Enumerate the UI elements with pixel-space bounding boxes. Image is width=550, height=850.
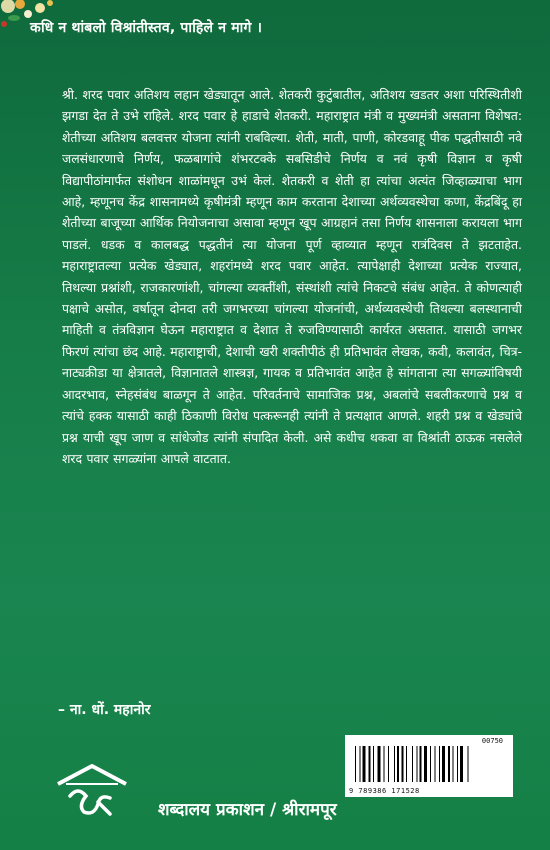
publisher-logo [52, 762, 132, 822]
barcode [345, 735, 513, 797]
body-paragraph: श्री. शरद पवार अतिशय लहान खेड्यातून आले. शेतकरी कुटुंबातील, अतिशय खडतर अशा परिस्थितीशी झगडा देत ते उभे राहिले. शरद पवार हे हाडाचे शेतकरी. महाराष्ट्रात मंत्री व मुख्यमंत्री असताना विशेषत: शेतीच्या अतिशय बलवत्तर योजना त्यांनी राबविल्या. शेती, माती, पाणी, कोरडवाहू पीक पद्धतीसाठी नवे जलसंधारणाचे निर्णय, फळबागांचे शंभरटक्के सबसिडीचे निर्णय व नवं कृषी विज्ञान व कृषी विद्यापीठांमार्फत संशोधन शाळांमधून उभं केलं. शेतकरी व शेती हा त्यांचा अत्यंत जिव्हाळ्याचा भाग आहे, म्हणूनच केंद्र शासनामध्ये कृषीमंत्री म्हणून काम करताना देशाच्या अर्थव्यवस्थेचा कणा, केंद्रबिंदू हा शेतीच्या बाजूच्या आर्थिक नियोजनाचा असावा म्हणून खूप आग्रहानं तसा निर्णय शासनाला करायला भाग पाडलं. धडक व कालबद्ध पद्धतीनं त्या योजना पूर्ण व्हाव्यात म्हणून रात्रंदिवस ते झटताहेत. महाराष्ट्रातल्या प्रत्येक खेड्यात, शहरांमध्ये शरद पवार आहेत. त्यापेक्षाही देशाच्या प्रत्येक राज्यात, तिथल्या प्रश्नांशी, राजकारणांशी, चांगल्या व्यक्तींशी, संस्थांशी त्यांचे निकटचे संबंध आहेत. ते कोणत्याही पक्षाचे असोत, वर्षातून दोनदा तरी जगभरच्या चांगल्या योजनांची, अर्थव्यवस्थेची तिथल्या बलस्थानाची माहिती व तंत्रविज्ञान घेऊन महाराष्ट्रात व देशात ते रुजविण्यासाठी कार्यरत असतात. यासाठी जगभर फिरणं त्यांचा छंद आहे. महाराष्ट्राची, देशाची खरी शक्तीपीठं ही प्रतिभावंत लेखक, कवी, कलावंत, चित्र-नाट्यक्रीडा या क्षेत्रातले, विज्ञानातले शास्त्रज्ञ, गायक व प्रतिभावंत आहेत हे सांगताना त्या सगळ्यांविषयी आदरभाव, स्नेहसंबंध बाळगून ते आहेत. परिवर्तनाचे सामाजिक प्रश्न, अबलांचे सबलीकरणाचे प्रश्न व त्यांचे हक्क यासाठी काही ठिकाणी विरोध पत्करूनही त्यांनी ते प्रत्यक्षात आणले. शहरी प्रश्न व खेड्यांचे प्रश्न याची खूप जाण व सांधेजोड त्यांनी संपादित केली. असे कधीच थकवा वा विश्रांती ठाऊक नसलेले शरद पवार सगळ्यांना आपले वाटतात. [62, 87, 522, 466]
publisher-name: शब्दालय प्रकाशन / श्रीरामपूर [158, 800, 337, 820]
tagline: कधि न थांबलो विश्रांतीस्तव, पाहिले न मागे । [30, 20, 263, 36]
author-signature: – ना. धों. महानोर [58, 702, 151, 718]
isbn-digits: 9 789386 171528 [349, 787, 420, 795]
barcode-bars [355, 746, 503, 782]
price-code: 00750 [481, 737, 503, 745]
